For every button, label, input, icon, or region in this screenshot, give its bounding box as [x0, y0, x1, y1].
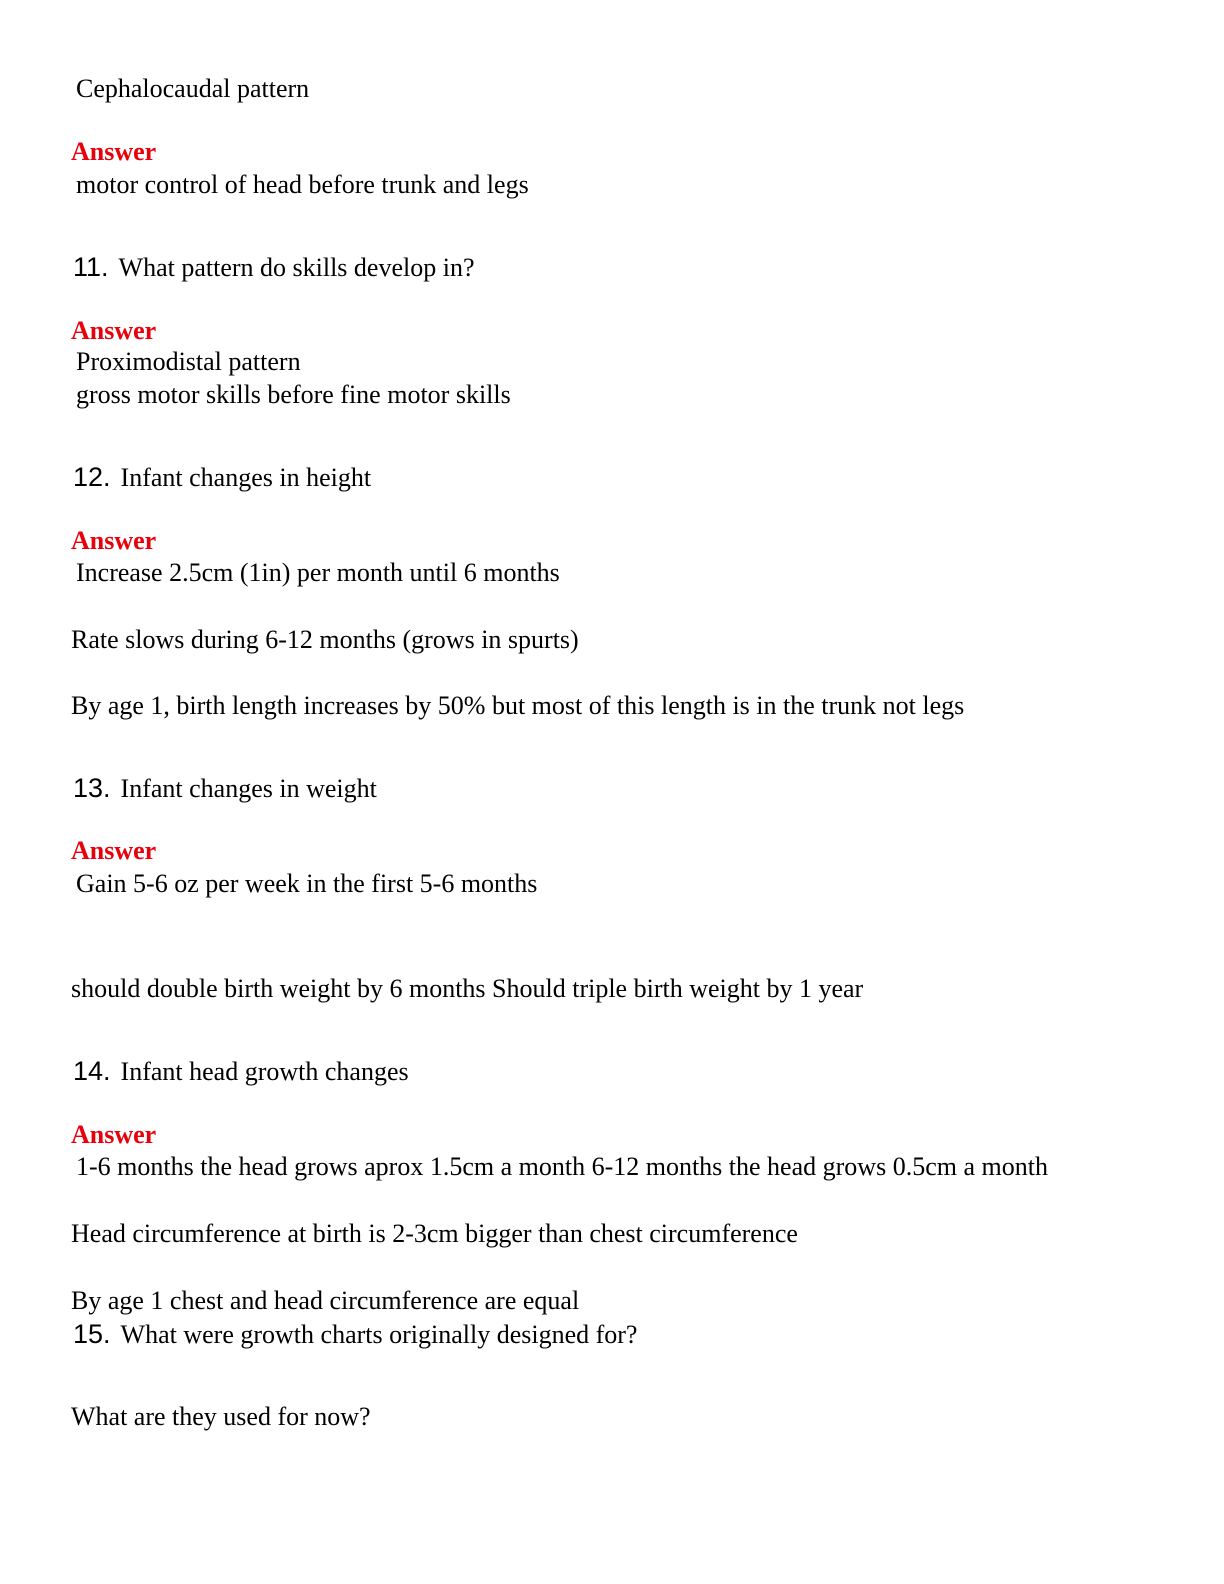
question-text: Infant head growth changes	[120, 1057, 409, 1086]
question-text: Infant changes in weight	[120, 774, 377, 803]
question-number: 11.	[73, 252, 109, 282]
answer-text-cephalocaudal: Cephalocaudal pattern	[76, 74, 310, 103]
answer-text: Increase 2.5cm (1in) per month until 6 months	[76, 558, 560, 587]
question-text: What pattern do skills develop in?	[118, 253, 475, 282]
question-number: 13.	[73, 773, 111, 803]
answer-label: Answer	[71, 316, 157, 345]
answer-text: gross motor skills before fine motor skills	[76, 380, 511, 409]
answer-text: By age 1 chest and head circumference are equal	[71, 1286, 580, 1315]
question-text: Infant changes in height	[120, 463, 372, 492]
question-number: 14.	[73, 1056, 111, 1086]
question-11	[73, 254, 475, 281]
question-text: What were growth charts originally designed for?	[120, 1320, 638, 1349]
answer-label: Answer	[71, 137, 157, 166]
question-number: 15.	[73, 1319, 111, 1349]
answer-label: Answer	[71, 1120, 157, 1149]
answer-label: Answer	[71, 526, 157, 555]
question-15	[73, 1321, 637, 1348]
answer-text: Head circumference at birth is 2-3cm bigger than chest circumference	[71, 1219, 798, 1248]
question-text-followup: What are they used for now?	[71, 1402, 371, 1431]
answer-text: By age 1, birth length increases by 50% but most of this length is in the trunk not legs	[71, 691, 965, 720]
question-number: 12.	[73, 462, 111, 492]
answer-label: Answer	[71, 836, 157, 865]
answer-text: Rate slows during 6-12 months (grows in spurts)	[71, 625, 579, 654]
answer-text: Gain 5-6 oz per week in the first 5-6 months	[76, 869, 538, 898]
question-13	[73, 775, 377, 802]
question-14	[73, 1058, 409, 1085]
answer-text: should double birth weight by 6 months Should triple birth weight by 1 year	[71, 974, 864, 1003]
answer-text: motor control of head before trunk and legs	[76, 170, 529, 199]
answer-text: 1-6 months the head grows aprox 1.5cm a month 6-12 months the head grows 0.5cm a month	[76, 1152, 1048, 1181]
question-12	[73, 464, 371, 491]
answer-text: Proximodistal pattern	[76, 347, 301, 376]
